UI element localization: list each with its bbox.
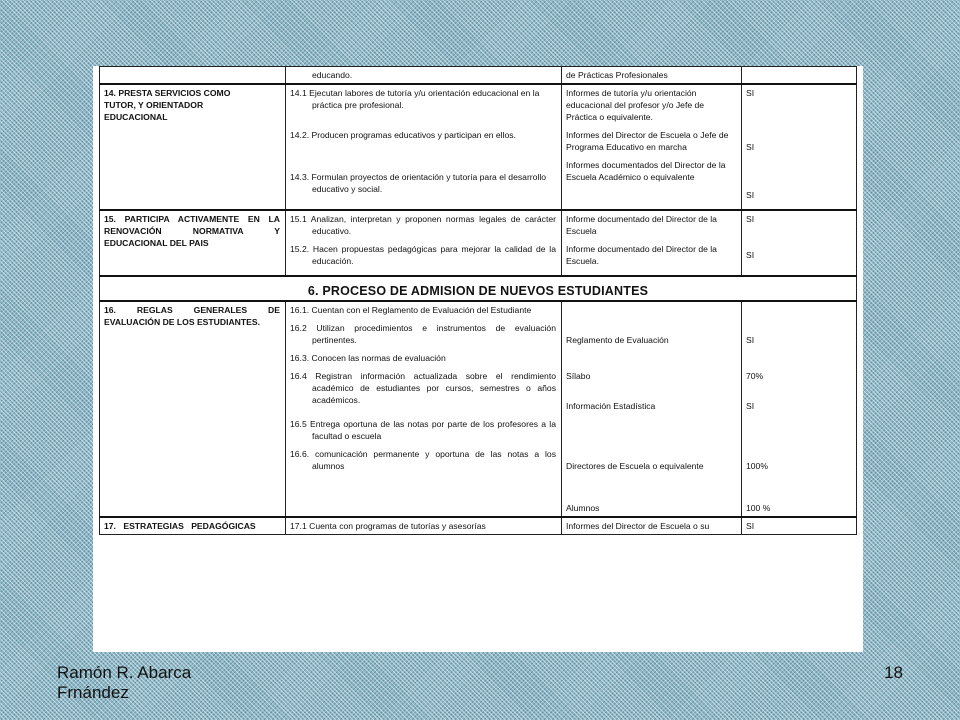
criterion-cell: 15. PARTICIPA ACTIVAMENTE EN LA RENOVACIÓN NORMATIVA Y EDUCACIONAL DEL PAIS [100, 210, 286, 276]
indicator-cell [286, 517, 562, 535]
source-cell [562, 517, 742, 535]
status-text: 100% [746, 461, 768, 471]
indicator-text: 16.4 Registran información actualizada sobre el rendimiento académico de estudiantes por cursos, semestres o años académicos. [290, 371, 556, 405]
criterion-cell [100, 67, 286, 85]
section-header-row [100, 276, 857, 301]
source-cell [562, 210, 742, 276]
indicator-text: 16.1. Cuentan con el Reglamento de Evaluación del Estudiante [290, 305, 532, 315]
status-text: SI [746, 214, 755, 224]
slide-page-number: 18 [884, 663, 903, 682]
source-text: Informes de tutoría y/u orientación educacional del profesor y/o Jefe de Práctica o equivalente. [566, 88, 705, 122]
status-cell [742, 210, 857, 276]
criteria-table [99, 66, 857, 535]
status-text: SI [746, 521, 755, 531]
source-text: Reglamento de Evaluación [566, 335, 669, 345]
status-text: 100 % [746, 503, 771, 513]
indicator-cell [286, 210, 562, 276]
indicator-text: 16.3. Conocen las normas de evaluación [290, 353, 446, 363]
criterion-cell [100, 84, 286, 210]
source-text: Informe documentado del Director de la Escuela. [566, 244, 717, 266]
table-row [100, 67, 857, 85]
indicator-text: educando. [312, 70, 353, 80]
status-text: SI [746, 401, 755, 411]
source-text: Alumnos [566, 503, 600, 513]
table-row [100, 210, 857, 276]
criterion-cell: 16. REGLAS GENERALES DE EVALUACIÓN DE LOS ESTUDIANTES. [100, 301, 286, 517]
indicator-cell [286, 67, 562, 85]
source-text: Informes del Director de Escuela o su [566, 521, 710, 531]
indicator-text: 14.3. Formulan proyectos de orientación y tutoría para el desarrollo educativo y social. [290, 172, 547, 194]
source-text: Información Estadística [566, 401, 656, 411]
indicator-text: 16.6. comunicación permanente y oportuna de las notas a los alumnos [290, 449, 556, 471]
criterion-cell: 17. ESTRATEGIAS PEDAGÓGICAS [100, 517, 286, 535]
table-row [100, 517, 857, 535]
status-cell [742, 67, 857, 85]
table-row [100, 301, 857, 517]
section-title: 6. PROCESO DE ADMISION DE NUEVOS ESTUDIANTES [100, 276, 857, 301]
indicator-cell [286, 84, 562, 210]
source-cell [562, 301, 742, 517]
status-text: SI [746, 190, 755, 200]
source-text: Informe documentado del Director de la Escuela [566, 214, 717, 236]
indicator-text: 14.1 Ejecutan labores de tutoría y/u orientación educacional en la práctica pre profesional. [290, 88, 540, 110]
indicator-text: 15.2. Hacen propuestas pedagógicas para mejorar la calidad de la educación. [290, 244, 556, 266]
document-page [93, 66, 863, 652]
source-text: Sílabo [566, 371, 591, 381]
status-cell [742, 301, 857, 517]
status-text: SI [746, 335, 755, 345]
criterion-text: 14. PRESTA SERVICIOS COMO TUTOR, Y ORIENTADOR EDUCACIONAL [104, 88, 231, 122]
indicator-text: 16.2 Utilizan procedimientos e instrumentos de evaluación pertinentes. [290, 323, 556, 345]
status-text: 70% [746, 371, 764, 381]
table-row [100, 84, 857, 210]
indicator-text: 17.1 Cuenta con programas de tutorías y asesorías [290, 521, 486, 531]
slide-author: Ramón R. Abarca Frnández [57, 663, 192, 702]
source-text: Directores de Escuela o equivalente [566, 461, 704, 471]
source-text: Informes documentados del Director de la Escuela Académico o equivalente [566, 160, 726, 182]
indicator-text: 14.2. Producen programas educativos y participan en ellos. [290, 130, 516, 140]
status-text: SI [746, 250, 755, 260]
source-cell [562, 84, 742, 210]
source-text: de Prácticas Profesionales [566, 70, 668, 80]
status-text: SI [746, 88, 755, 98]
indicator-cell [286, 301, 562, 517]
status-text: SI [746, 142, 755, 152]
source-cell [562, 67, 742, 85]
indicator-text: 15.1 Analizan, interpretan y proponen normas legales de carácter educativo. [290, 214, 556, 236]
status-cell [742, 84, 857, 210]
source-text: Informes del Director de Escuela o Jefe de Programa Educativo en marcha [566, 130, 729, 152]
indicator-text: 16.5 Entrega oportuna de las notas por parte de los profesores a la facultad o escuela [290, 419, 556, 441]
status-cell [742, 517, 857, 535]
